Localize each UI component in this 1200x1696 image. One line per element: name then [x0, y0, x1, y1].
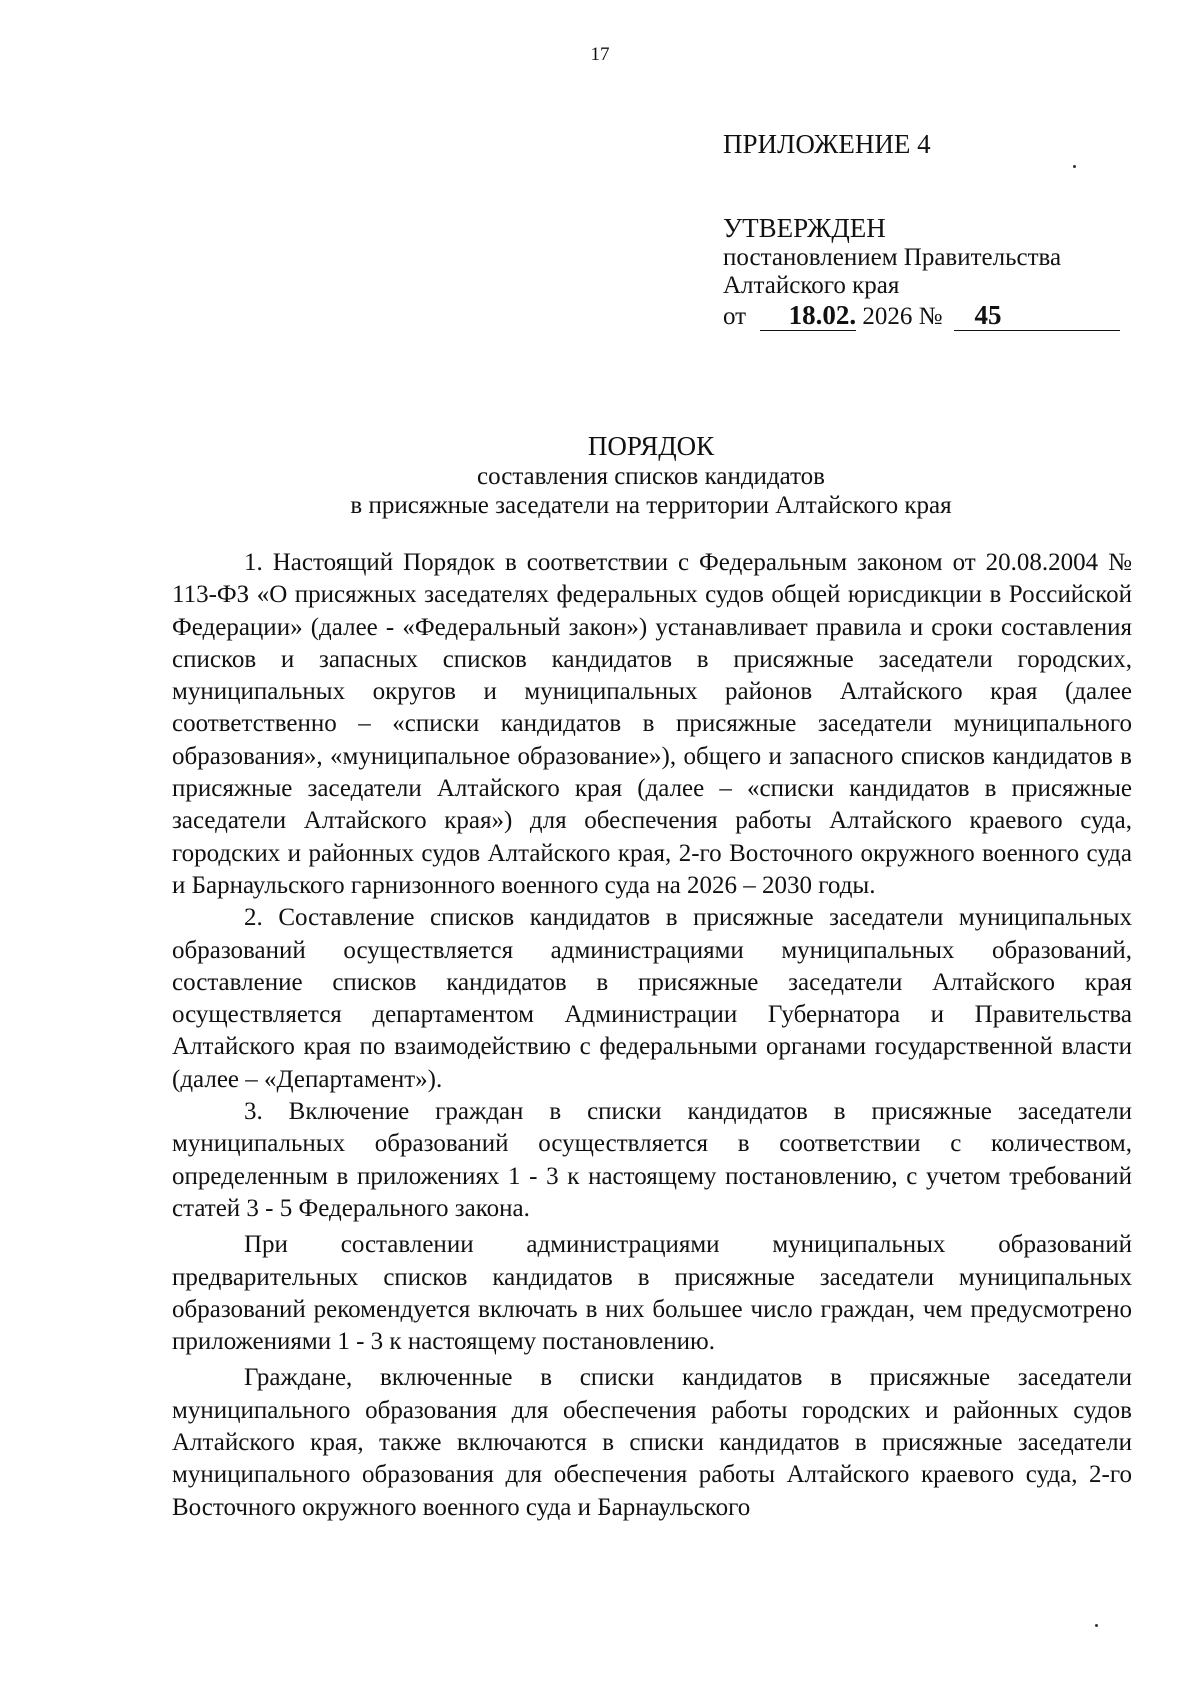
page-number: 17: [590, 44, 610, 65]
paragraph-1: 1. Настоящий Порядок в соответствии с Федеральным законом от 20.08.2004 № 113-ФЗ «О присяжных заседателях федеральных судов общей юрисдикции в Российской Федерации» (далее - «Федеральный закон») устанавливает правила и сроки составления списков и запасных списков кандидатов в присяжные заседатели городских, муниципальных округов и муниципальных районов Алтайского края (далее соответственно – «списки кандидатов в присяжные заседатели муниципального образования», «муниципальное образование»), общего и запасного списков кандидатов в присяжные заседатели Алтайского края (далее – «списки кандидатов в присяжные заседатели Алтайского края») для обеспечения работы Алтайского краевого суда, городских и районных судов Алтайского края, 2-го Восточного окружного военного суда и Барнаульского гарнизонного военного суда на 2026 – 2030 годы.: [172, 549, 1132, 899]
paragraph-5: Граждане, включенные в списки кандидатов в присяжные заседатели муниципального образования для обеспечения работы городских и районных судов Алтайского края, также включаются в списки кандидатов в присяжные заседатели муниципального образования для обеспечения работы Алтайского краевого суда, 2-го Восточного окружного военного суда и Барнаульского: [172, 1364, 1132, 1521]
approval-number: 45: [954, 300, 1120, 331]
scan-speck: [1095, 1624, 1098, 1627]
paragraph-4: При составлении администрациями муниципальных образований предварительных списков кандидатов в присяжные заседатели муниципальных образований рекомендуется включать в них большее число граждан, чем предусмотрено приложениями 1 - 3 к настоящему постановлению.: [172, 1231, 1132, 1356]
document-body: [172, 547, 1132, 1524]
approved-label: УТВЕРЖДЕН: [723, 213, 886, 243]
approval-year: 2026 №: [862, 303, 943, 330]
paragraph-3: 3. Включение граждан в списки кандидатов в присяжные заседатели муниципальных образований осуществляется в соответствии с количеством, определенным в приложениях 1 - 3 к настоящему постановлению, с учетом требований статей 3 - 5 Федерального закона.: [172, 1098, 1132, 1222]
approved-by-line: постановлением Правительства: [723, 244, 1062, 271]
appendix-label: ПРИЛОЖЕНИЕ 4: [723, 129, 931, 159]
approval-date-line: [723, 300, 1143, 334]
document-subtitle-line-1: составления списков кандидатов: [477, 463, 825, 490]
date-prefix: от: [723, 303, 747, 330]
document-title-block: [170, 430, 1132, 520]
approval-date: 18.02.: [760, 300, 856, 331]
approved-by-region: Алтайского края: [723, 272, 900, 299]
approval-stamp-block: [723, 128, 1143, 334]
document-title: ПОРЯДОК: [587, 431, 715, 461]
document-subtitle-line-2: в присяжные заседатели на территории Алтайского края: [350, 492, 952, 519]
paragraph-2: 2. Составление списков кандидатов в присяжные заседатели муниципальных образований осуществляется администрациями муниципальных образований, составление списков кандидатов в присяжные заседатели Алтайского края осуществляется департаментом Администрации Губернатора и Правительства Алтайского края по взаимодействию с федеральными органами государственной власти (далее – «Департамент»).: [172, 904, 1132, 1093]
